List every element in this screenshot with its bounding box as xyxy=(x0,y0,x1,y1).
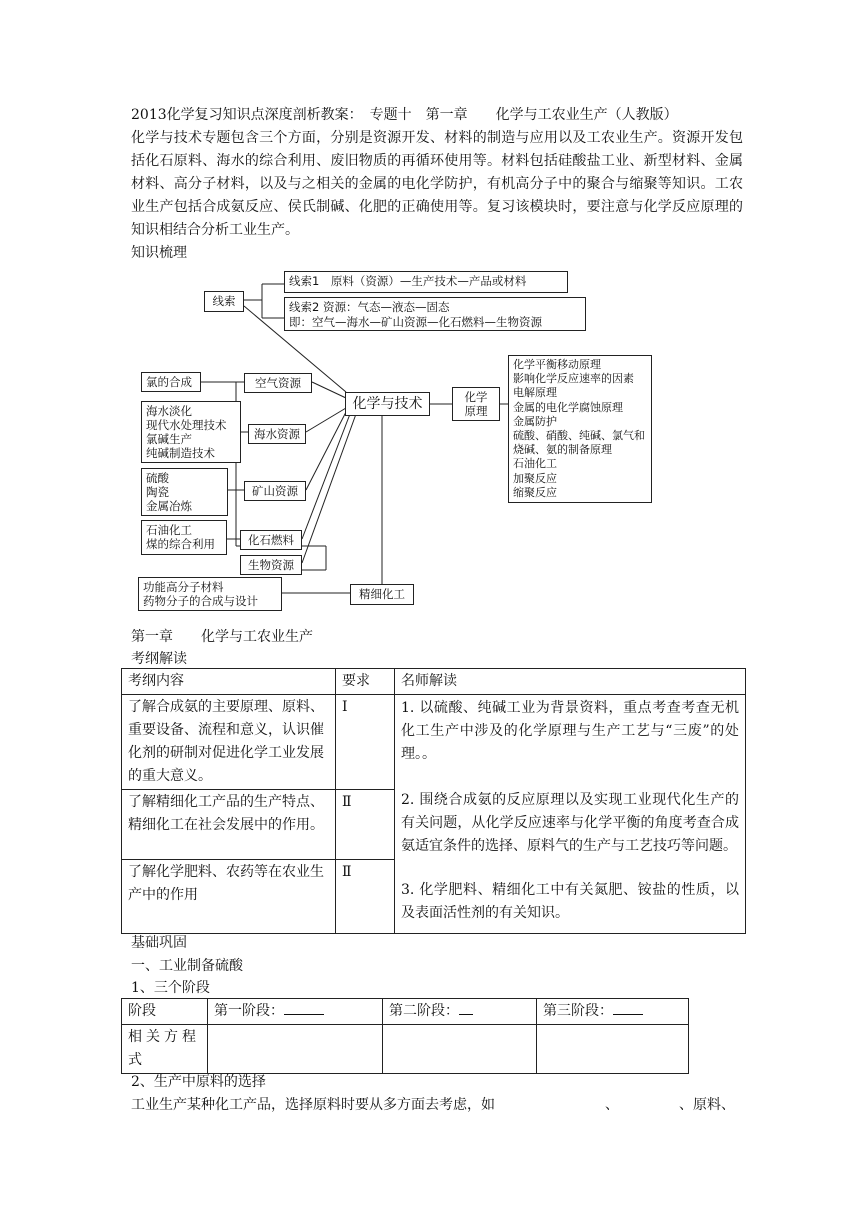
outline-title: 考纲解读 xyxy=(131,651,187,667)
stage-label: 阶段 xyxy=(122,999,208,1025)
row-content: 了解化学肥料、农药等在农业生产中的作用 xyxy=(122,860,336,934)
left-box-seawater: 海水淡化 现代水处理技术 氯碱生产 纯碱制造技术 xyxy=(141,401,241,463)
principle-item: 影响化学反应速率的因素 xyxy=(513,372,634,386)
resource-fossil: 化石燃料 xyxy=(240,530,302,550)
resource-mine: 矿山资源 xyxy=(244,481,306,501)
syllabus-table xyxy=(121,668,746,934)
resource-sea: 海水资源 xyxy=(248,424,306,444)
analysis-cell xyxy=(395,695,746,934)
clue-box: 线索 xyxy=(204,291,244,312)
principles-box xyxy=(508,355,652,503)
subsection-raw-materials: 2、生产中原料的选择 xyxy=(131,1074,266,1090)
stage-2-blank xyxy=(459,1000,473,1015)
basics-title: 基础巩固 xyxy=(131,935,187,951)
principle-item: 烧碱、氨的制备原理 xyxy=(513,443,612,457)
center-box: 化学与技术 xyxy=(345,392,430,416)
section-sulfuric-acid: 一、工业制备硫酸 xyxy=(131,958,243,974)
equation-2 xyxy=(383,1025,537,1074)
stage-1: 第一阶段： xyxy=(208,999,383,1025)
analysis-3: 3. 化学肥料、精细化工中有关氮肥、铵盐的性质，以及表面活性剂的有关知识。 xyxy=(401,882,739,921)
stage-2: 第二阶段： xyxy=(383,999,537,1025)
left-box-sulfuric: 硫酸 陶瓷 金属冶炼 xyxy=(141,468,228,516)
equation-3 xyxy=(537,1025,689,1074)
intro-paragraph: 化学与技术专题包含三个方面，分别是资源开发、材料的制造与应用以及工农业生产。资源开发包括化石原料、海水的综合利用、废旧物质的再循环使用等。材料包括硅酸盐工业、新型材料、金属材料、高分子材料，以及与之相关的金属的电化学防护，有机高分子中的聚合与缩聚等知识。工农业生产包括合成氨反应、侯氏制碱、化肥的正确使用等。复习该模块时，要注意与化学反应原理的知识相结合分析工业生产。 xyxy=(131,130,743,238)
clue-line-2 xyxy=(284,297,586,331)
header-level: 要求 xyxy=(336,669,395,695)
stage-3: 第三阶段： xyxy=(537,999,689,1025)
principle-item: 化学平衡移动原理 xyxy=(513,358,601,371)
row-content: 了解合成氨的主要原理、原料、重要设备、流程和意义，认识催化剂的研制对促进化学工业发展的重大意义。 xyxy=(122,695,336,790)
clue-line-2a: 线索2 资源：气态—液态—固态 xyxy=(289,300,450,314)
left-box-chlorine: 氯的合成 xyxy=(141,372,201,392)
analysis-1: 1. 以硫酸、纯碱工业为背景资料，重点考查考查无机化工生产中涉及的化学原理与生产工艺与“三废”的处理。。 xyxy=(401,700,739,762)
row-content: 了解精细化工产品的生产特点、精细化工在社会发展中的作用。 xyxy=(122,790,336,860)
principle-item: 金属防护 xyxy=(513,414,557,428)
header-analysis: 名师解读 xyxy=(395,669,746,695)
clue-line-1: 线索1 原料（资源）—生产技术—产品或材料 xyxy=(284,271,568,293)
left-box-petro: 石油化工 煤的综合利用 xyxy=(141,520,227,555)
resource-air: 空气资源 xyxy=(244,373,312,393)
resource-bio: 生物资源 xyxy=(240,555,302,575)
header-content: 考纲内容 xyxy=(122,669,336,695)
principle-item: 缩聚反应 xyxy=(513,485,557,499)
stage-1-blank xyxy=(284,1000,324,1015)
chapter-heading: 第一章 化学与工农业生产 xyxy=(131,629,313,645)
section-knowledge: 知识梳理 xyxy=(131,245,187,261)
clue-line-2b: 即：空气—海水—矿山资源—化石燃料—生物资源 xyxy=(289,315,542,329)
principle-item: 电解原理 xyxy=(513,386,557,400)
analysis-2: 2. 围绕合成氨的反应原理以及实现工业现代化生产的有关问题，从化学反应速率与化学平衡的角度考查合成氨适宜条件的选择、原料气的生产与工艺技巧等问题。 xyxy=(401,792,739,854)
stage-table xyxy=(121,998,689,1074)
subsection-three-stages: 1、三个阶段 xyxy=(131,980,210,996)
raw-material-line: 工业生产某种化工产品，选择原料时要从多方面去考虑，如 、 、原料、 xyxy=(131,1097,735,1113)
stage-3-blank xyxy=(613,1000,643,1015)
principle-item: 金属的电化学腐蚀原理 xyxy=(513,400,623,414)
principle-item: 石油化工 xyxy=(513,457,557,471)
fine-chem-box: 精细化工 xyxy=(350,584,414,605)
principle-item: 硫酸、硝酸、纯碱、氯气和 xyxy=(513,429,645,443)
doc-title: 2013化学复习知识点深度剖析教案： 专题十 第一章 化学与工农业生产（人教版） xyxy=(131,107,678,123)
principle-label: 化学 原理 xyxy=(452,387,500,421)
row-level: Ⅱ xyxy=(336,790,395,860)
principle-item: 加聚反应 xyxy=(513,471,557,485)
equation-label: 相关方程式 xyxy=(122,1025,208,1074)
left-box-polymer: 功能高分子材料 药物分子的合成与设计 xyxy=(138,577,282,611)
equation-1 xyxy=(208,1025,383,1074)
row-level: Ⅱ xyxy=(336,860,395,934)
row-level: Ⅰ xyxy=(336,695,395,790)
